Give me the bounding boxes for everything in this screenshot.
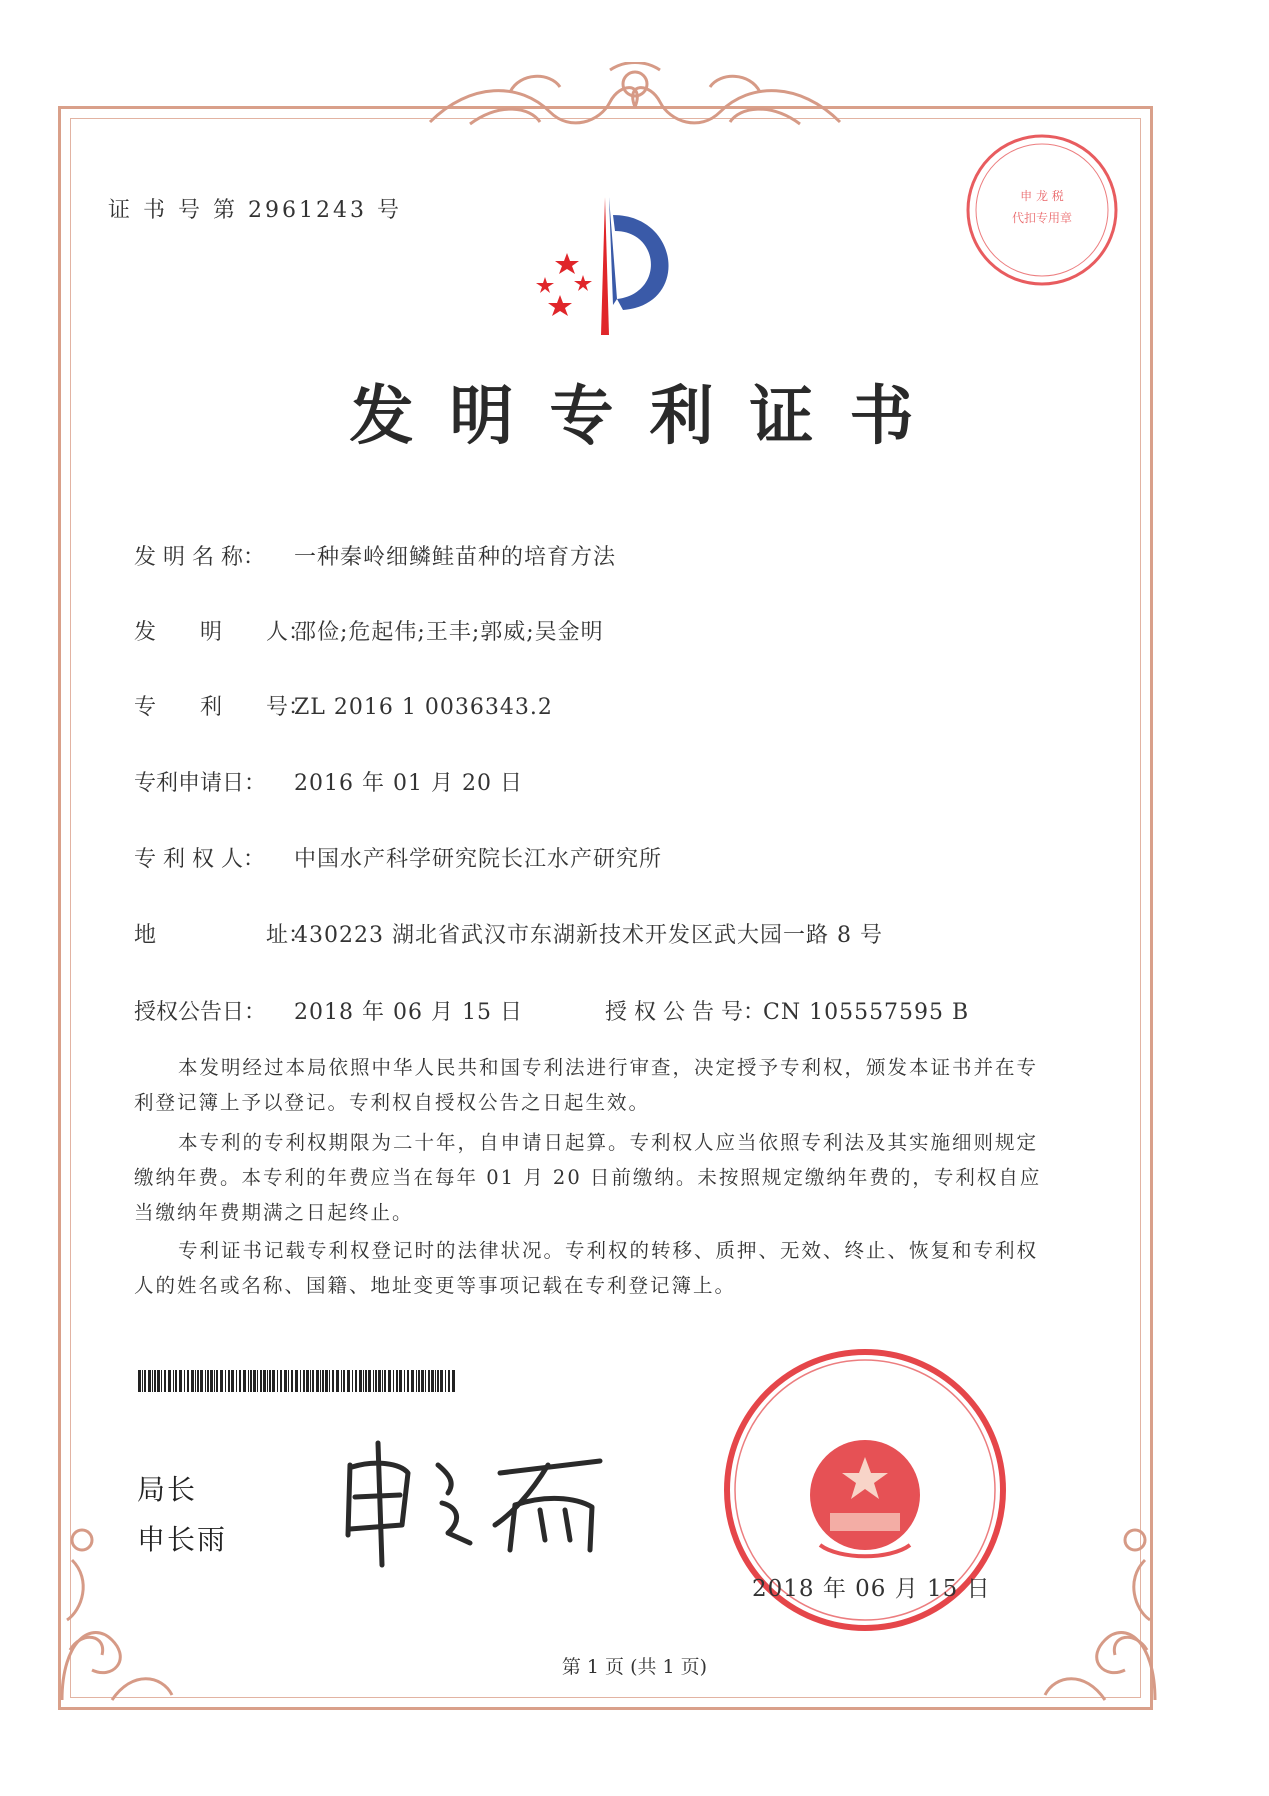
address-label: 地 址： [134, 923, 311, 948]
grant-date-row [134, 995, 523, 1026]
application-date-row [134, 766, 523, 797]
address-row [134, 918, 883, 949]
grant-date-value: 2018 年 06 月 15 日 [294, 1000, 523, 1025]
barcode-icon [138, 1370, 458, 1392]
invention-name-row [134, 540, 616, 571]
director-signature [330, 1425, 620, 1575]
invention-name-label: 发 明 名 称： [134, 545, 265, 570]
patentee-row [134, 842, 662, 873]
patent-office-logo-icon [505, 195, 705, 340]
certificate-number: 证 书 号 第 2961243 号 [108, 198, 402, 223]
inventors-value: 邵俭;危起伟;王丰;郭威;吴金明 [294, 620, 604, 645]
grant-number-value: CN 105557595 B [763, 1000, 970, 1025]
application-date-value: 2016 年 01 月 20 日 [294, 771, 523, 796]
address-value: 430223 湖北省武汉市东湖新技术开发区武大园一路 8 号 [294, 923, 883, 948]
svg-text:申 龙 税: 申 龙 税 [1020, 189, 1064, 203]
page-footer: 第 1 页 (共 1 页) [561, 1656, 708, 1678]
seal-date: 2018 年 06 月 15 日 [752, 1576, 991, 1602]
inventors-label: 发 明 人： [134, 620, 311, 645]
patent-number-label: 专 利 号： [134, 695, 311, 720]
invention-name-value: 一种秦岭细鳞鲑苗种的培育方法 [294, 545, 617, 570]
agency-seal-icon [962, 130, 1122, 290]
director-name: 申长雨 [137, 1523, 228, 1556]
patentee-value: 中国水产科学研究院长江水产研究所 [294, 847, 663, 872]
svg-text:代扣专用章: 代扣专用章 [1011, 211, 1073, 225]
application-date-label: 专利申请日： [134, 771, 267, 796]
body-paragraph-3: 专利证书记载专利权登记时的法律状况。专利权的转移、质押、无效、终止、恢复和专利权人的姓名或名称、国籍、地址变更等事项记载在专利登记簿上。 [134, 1239, 1039, 1297]
grant-date-label: 授权公告日： [134, 1000, 267, 1025]
grant-number-row [605, 995, 969, 1026]
inventors-row [134, 615, 604, 646]
patent-number-row [134, 690, 553, 721]
patent-number-value: ZL 2016 1 0036343.2 [294, 695, 553, 720]
certificate-title: 发明专利证书 [349, 379, 950, 454]
patentee-label: 专 利 权 人： [134, 847, 265, 872]
top-ornament-icon [410, 62, 860, 142]
body-paragraph-1: 本发明经过本局依照中华人民共和国专利法进行审查，决定授予专利权，颁发本证书并在专利登记簿上予以登记。专利权自授权公告之日起生效。 [134, 1056, 1039, 1114]
director-title: 局长 [137, 1473, 198, 1506]
body-paragraph-2: 本专利的专利权期限为二十年，自申请日起算。专利权人应当依照专利法及其实施细则规定缴纳年费。本专利的年费应当在每年 01 月 20 日前缴纳。未按照规定缴纳年费的，专利权自应当缴纳年费期满之日起终止。 [134, 1131, 1042, 1224]
grant-number-label: 授 权 公 告 号： [605, 1000, 765, 1025]
